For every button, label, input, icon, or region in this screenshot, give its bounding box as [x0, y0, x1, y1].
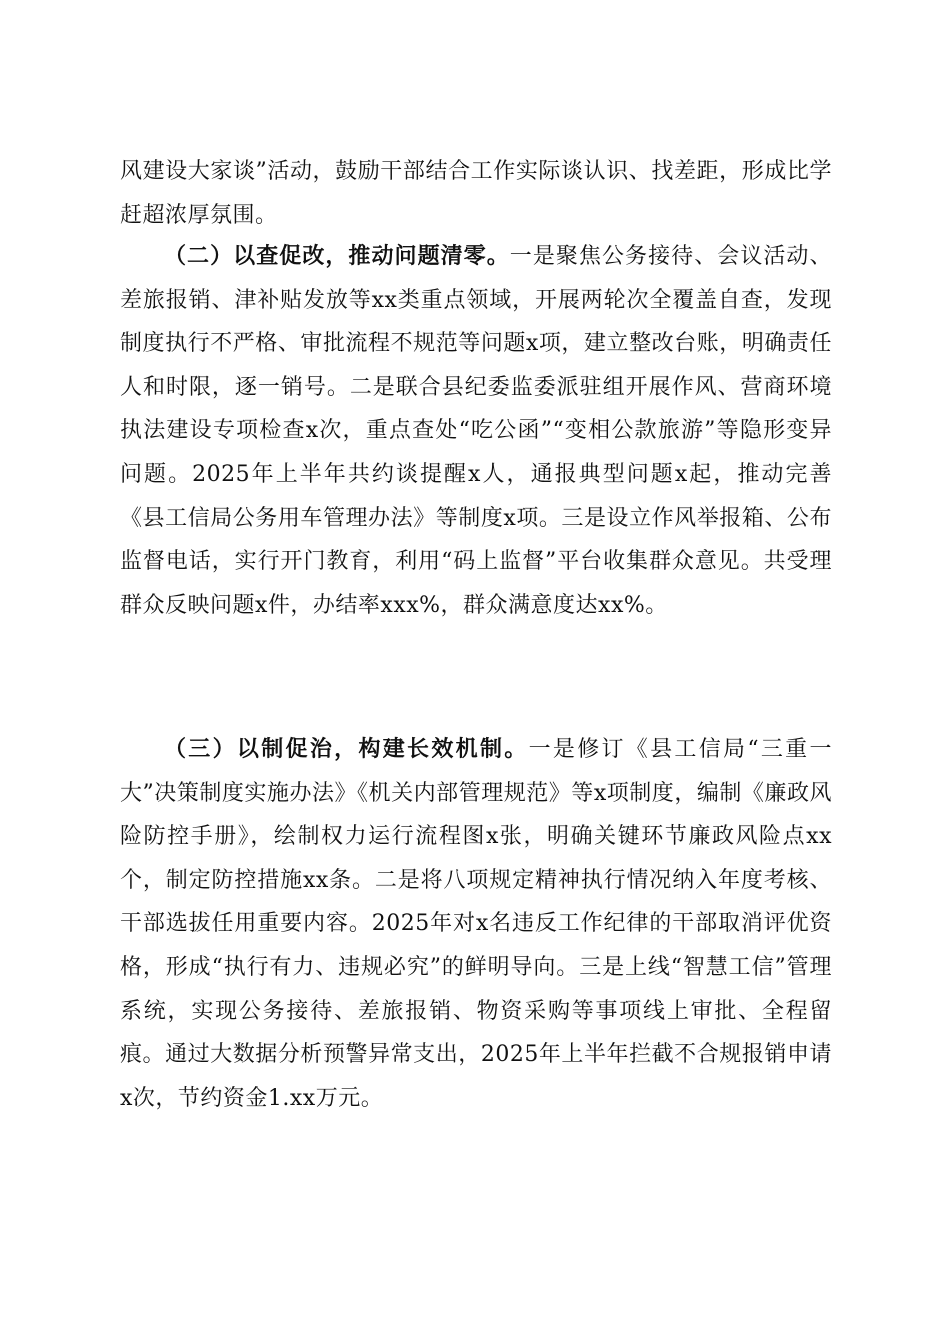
body-text [120, 150, 832, 237]
paragraph-section-3 [120, 728, 832, 1120]
paragraph-continuation [120, 150, 832, 237]
paragraph-1-body: 风建设大家谈”活动，鼓励干部结合工作实际谈认识、找差距，形成比学赶超浓厚氛围。 [120, 159, 832, 228]
section-3-heading: （三）以制促治，构建长效机制。 [164, 736, 529, 762]
paragraph-section-2 [120, 235, 832, 627]
section-two [120, 235, 832, 627]
section-three [120, 728, 832, 1120]
section-2-body: 一是聚焦公务接待、会议活动、差旅报销、津补贴发放等xx类重点领域，开展两轮次全覆盖自查，发现制度执行不严格、审批流程不规范等问题x项，建立整改台账，明确责任人和时限，逐一销号。二是联合县纪委监委派驻组开展作风、营商环境执法建设专项检查x次，重点查处“吃公函”“变相公款旅游”等隐形变异问题。2025年上半年共约谈提醒x人，通报典型问题x起，推动完善《县工信局公务用车管理办法》等制度x项。三是设立作风举报箱、公布监督电话，实行开门教育，利用“码上监督”平台收集群众意见。共受理群众反映问题x件，办结率xxx%，群众满意度达xx%。 [120, 244, 832, 618]
section-2-heading: （二）以查促改，推动问题清零。 [164, 243, 510, 269]
section-3-body: 一是修订《县工信局“三重一大”决策制度实施办法》《机关内部管理规范》等x项制度，编制《廉政风险防控手册》，绘制权力运行流程图x张，明确关键环节廉政风险点xx个，制定防控措施xx条。二是将八项规定精神执行情况纳入年度考核、干部选拔任用重要内容。2025年对x名违反工作纪律的干部取消评优资格，形成“执行有力、违规必究”的鲜明导向。三是上线“智慧工信”管理系统，实现公务接待、差旅报销、物资采购等事项线上审批、全程留痕。通过大数据分析预警异常支出，2025年上半年拦截不合规报销申请x次，节约资金1.xx万元。 [120, 737, 832, 1111]
